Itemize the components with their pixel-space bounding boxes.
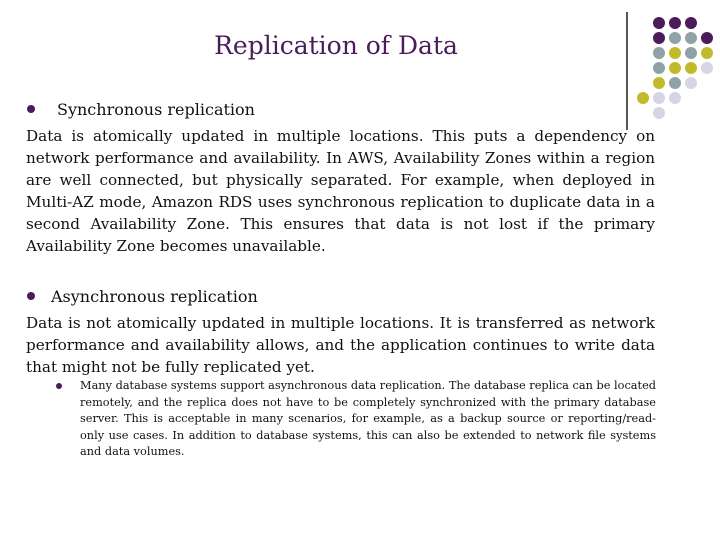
bullet-icon <box>27 105 35 113</box>
decorative-dot <box>653 92 665 104</box>
decorative-dot <box>685 62 697 74</box>
decorative-dot <box>701 32 713 44</box>
sub-bullet-icon <box>56 383 62 389</box>
decorative-dot <box>653 62 665 74</box>
decorative-dot <box>685 17 697 29</box>
decorative-dot <box>653 17 665 29</box>
decorative-dot <box>653 77 665 89</box>
section-heading-asynchronous: Asynchronous replication <box>51 287 258 306</box>
divider-line <box>626 12 628 130</box>
section-heading-synchronous: Synchronous replication <box>57 100 255 119</box>
decorative-dot <box>669 92 681 104</box>
decorative-dot <box>669 77 681 89</box>
decorative-dot <box>701 47 713 59</box>
decorative-dot <box>669 17 681 29</box>
decorative-dot <box>637 92 649 104</box>
decorative-dot <box>685 77 697 89</box>
decorative-dot <box>653 107 665 119</box>
section-body-asynchronous: Data is not atomically updated in multiple locations. It is transferred as network performance and availability allows, and the application continues to write data that might not be fully replicated yet. <box>26 314 655 376</box>
sub-bullet-text: Many database systems support asynchronous data replication. The database replica can be located remotely, and the replica does not have to be completely synchronized with the primary database server. This is acceptable in many scenarios, for example, as a backup source or reporting/read-only use cases. In addition to database systems, this can also be extended to network file systems and data volumes. <box>80 379 656 458</box>
decorative-dot <box>701 62 713 74</box>
decorative-dot <box>669 62 681 74</box>
bullet-icon <box>27 292 35 300</box>
decorative-dot-grid <box>0 0 720 140</box>
slide-title: Replication of Data <box>214 31 458 60</box>
section-body-synchronous: Data is atomically updated in multiple locations. This puts a dependency on network performance and availability. In AWS, Availability Zones within a region are well connected, but physically separated. For example, when deployed in Multi-AZ mode, Amazon RDS uses synchronous replication to duplicate data in a second Availability Zone. This ensures that data is not lost if the primary Availability Zone becomes unavailable. <box>26 127 655 255</box>
decorative-dot <box>685 47 697 59</box>
decorative-dot <box>685 32 697 44</box>
